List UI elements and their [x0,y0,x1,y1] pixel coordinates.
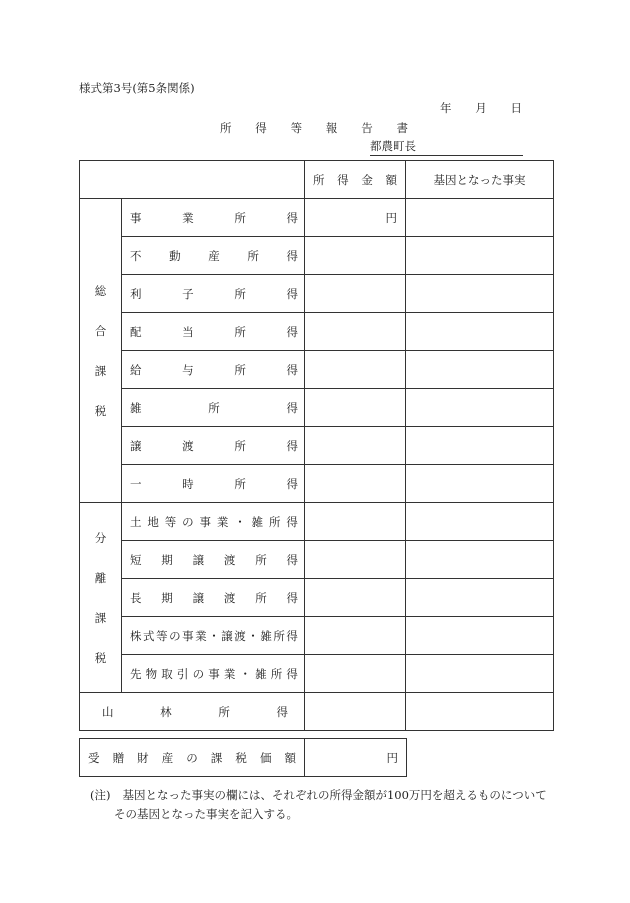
table-row [80,655,554,693]
title-char: 等 [290,121,303,135]
income-type-char: 雑 [251,514,264,529]
income-type-char: 株 [130,628,142,643]
income-type-char: 事 [199,514,211,529]
gift-label-char: 額 [284,750,296,765]
income-type-char: の [169,628,181,643]
note [90,786,547,824]
income-type-char: 配 [130,324,142,339]
income-type-label [122,427,305,465]
income-type-label [122,313,305,351]
fact-cell[interactable] [406,655,554,693]
addressee-label: 都農町長 [370,139,416,153]
income-type-label [122,275,305,313]
gift-unit: 円 [386,750,398,765]
fact-cell[interactable] [406,199,554,237]
header-amount-char: 所 [313,172,325,187]
table-row [80,617,554,655]
income-type-char: 業 [223,666,236,681]
gift-label-char: 財 [137,750,149,765]
income-type-char: 得 [286,666,298,681]
income-type-label [122,541,305,579]
table-row [80,541,554,579]
amount-cell[interactable]: 円 [305,199,406,237]
amount-cell[interactable] [305,237,406,275]
amount-cell[interactable] [305,541,406,579]
income-type-char: 雑 [260,628,272,643]
income-type-char: 短 [130,552,142,567]
group-label-char: 課 [94,610,107,625]
fact-cell[interactable] [406,389,554,427]
header-amount-char: 金 [361,172,373,187]
gift-label-char: の [186,750,198,765]
amount-cell[interactable] [305,617,406,655]
income-type-char: ・ [239,666,251,681]
group-label-char: 課 [94,363,107,378]
income-type-char: ・ [208,628,220,643]
gift-table [79,738,407,777]
income-type-char: 式 [143,628,155,643]
fact-cell[interactable] [406,313,554,351]
table-row [80,465,554,503]
form-number: 様式第3号(第5条関係) [79,81,195,95]
note-prefix: (注) [90,788,111,802]
table-row [80,313,554,351]
gift-label-char: 課 [210,750,223,765]
income-type-char: の [182,514,194,529]
table-row [80,199,554,237]
fact-cell[interactable] [406,275,554,313]
income-type-char: 先 [130,666,142,681]
header-amount-char: 額 [385,172,397,187]
group-label-char: 分 [94,530,107,545]
income-type-label [122,465,305,503]
income-type-char: 与 [182,362,194,377]
amount-cell[interactable] [305,465,406,503]
income-type-char: 事 [182,628,194,643]
income-type-char: 得 [286,552,298,567]
income-type-char: 譲 [192,552,205,567]
income-type-char: 譲 [130,438,142,453]
income-type-char: 業 [195,628,207,643]
forest-amount-cell[interactable] [305,693,406,731]
income-type-char: 給 [130,362,142,377]
fact-cell[interactable] [406,427,554,465]
income-type-char: 期 [161,590,173,605]
income-type-label [122,389,305,427]
income-type-char: 雑 [255,666,267,681]
forest-char: 林 [160,704,172,719]
gift-label-char: 税 [235,750,247,765]
gift-amount-cell[interactable] [305,739,407,777]
income-type-char: 不 [130,248,142,263]
income-type-char: 事 [208,666,220,681]
income-type-char: 動 [169,248,181,263]
income-type-char: 地 [147,514,159,529]
income-type-char: 子 [182,286,194,301]
table-row [80,427,554,465]
gift-label-char: 価 [259,750,272,765]
income-type-char: 所 [234,324,246,339]
income-type-char: 所 [270,666,283,681]
table-row [80,503,554,541]
amount-cell[interactable] [305,275,406,313]
table-row [80,351,554,389]
income-type-char: 得 [286,210,298,225]
income-type-char: 得 [286,286,298,301]
income-type-char: 産 [208,248,220,263]
group-label-char: 税 [94,403,107,418]
income-type-char: 引 [176,666,189,681]
income-type-label [122,351,305,389]
fact-cell[interactable] [406,351,554,389]
addressee [370,138,523,156]
income-type-char: ・ [234,514,246,529]
group-label-sogo [80,199,122,503]
income-type-char: 所 [208,400,220,415]
amount-cell[interactable] [305,655,406,693]
header-amount-char: 得 [337,172,349,187]
income-type-label [122,503,305,541]
gift-row [80,739,407,777]
title-char: 報 [325,121,338,135]
income-table [79,160,554,731]
income-type-char: 得 [286,628,298,643]
income-type-char: 得 [286,514,298,529]
income-type-label [122,617,305,655]
income-type-char: 譲 [192,590,205,605]
income-type-char: 渡 [223,552,236,567]
table-header-row [80,161,554,199]
income-type-char: 業 [216,514,229,529]
fact-cell[interactable] [406,541,554,579]
year-label: 年 [440,101,452,115]
group-label-char: 税 [94,650,107,665]
income-type-label [122,199,305,237]
income-type-char: 雑 [130,400,142,415]
group-label-char: 離 [94,570,107,585]
fact-cell[interactable] [406,617,554,655]
header-amount [305,161,406,199]
fact-cell[interactable] [406,579,554,617]
income-type-char: 渡 [234,628,246,643]
month-label: 月 [475,101,487,115]
title-char: 書 [396,121,408,135]
forest-fact-cell[interactable] [406,693,554,731]
income-type-char: 取 [161,666,173,681]
header-fact: 基因となった事実 [406,161,554,199]
fact-cell[interactable] [406,237,554,275]
note-text-1: 基因となった事実の欄には、それぞれの所得金額が100万円を超えるものについて [122,788,547,802]
income-type-char: 所 [234,438,246,453]
income-type-char: 所 [234,362,246,377]
fact-cell[interactable] [406,465,554,503]
title-char: 所 [220,121,232,135]
income-type-char: 得 [286,362,298,377]
amount-cell[interactable] [305,351,406,389]
day-label: 日 [510,101,522,115]
forest-char: 山 [102,704,114,719]
title-char: 得 [255,121,267,135]
income-type-char: 等 [156,628,168,643]
gift-label-char: 産 [161,750,174,765]
income-type-char: 所 [255,590,267,605]
income-type-char: ・ [247,628,259,643]
document-title [220,120,408,136]
amount-cell[interactable] [305,503,406,541]
table-row [80,389,554,427]
income-type-char: 物 [145,666,158,681]
income-type-char: 時 [182,476,194,491]
amount-cell[interactable] [305,427,406,465]
gift-label-cell [80,739,305,777]
fact-cell[interactable] [406,503,554,541]
income-type-char: 渡 [182,438,194,453]
amount-cell[interactable] [305,579,406,617]
income-type-label [122,655,305,693]
note-line-1 [90,786,547,805]
table-row [80,579,554,617]
income-type-char: 当 [182,324,194,339]
table-row [80,237,554,275]
income-type-char: 得 [286,248,298,263]
header-blank-cell [80,161,305,199]
income-type-label [122,237,305,275]
amount-cell[interactable] [305,313,406,351]
income-type-char: 一 [130,476,142,491]
income-type-char: 渡 [223,590,236,605]
gift-label-char: 贈 [112,750,125,765]
income-type-char: 事 [130,210,142,225]
forest-char: 得 [276,704,288,719]
group-label-char: 合 [94,323,107,338]
income-type-char: 得 [286,476,298,491]
income-type-char: 得 [286,400,298,415]
group-label-bunri [80,503,122,693]
income-type-char: 利 [130,286,142,301]
income-type-char: 得 [286,438,298,453]
amount-cell[interactable] [305,389,406,427]
income-type-char: 期 [161,552,173,567]
income-type-char: 得 [286,590,298,605]
income-type-char: 業 [182,210,194,225]
gift-label-char: 受 [88,750,100,765]
title-char: 告 [361,121,373,135]
income-type-char: 土 [130,514,142,529]
income-type-char: の [192,666,205,681]
income-type-char: 得 [286,324,298,339]
table-row [80,275,554,313]
income-type-char: 所 [234,286,246,301]
income-type-label [122,579,305,617]
income-type-char: 所 [234,476,246,491]
income-type-char: 所 [247,248,259,263]
group-label-char: 総 [94,283,107,298]
income-type-char: 所 [255,552,267,567]
income-type-char: 所 [269,514,281,529]
forest-row [80,693,554,731]
income-type-char: 譲 [221,628,233,643]
forest-label [80,693,305,731]
income-type-char: 所 [273,628,285,643]
income-type-char: 長 [130,590,142,605]
note-line-2: その基因となった事実を記入する。 [114,807,298,821]
forest-char: 所 [218,704,230,719]
income-type-char: 等 [164,514,177,529]
income-type-char: 所 [234,210,246,225]
date-line [440,100,522,116]
